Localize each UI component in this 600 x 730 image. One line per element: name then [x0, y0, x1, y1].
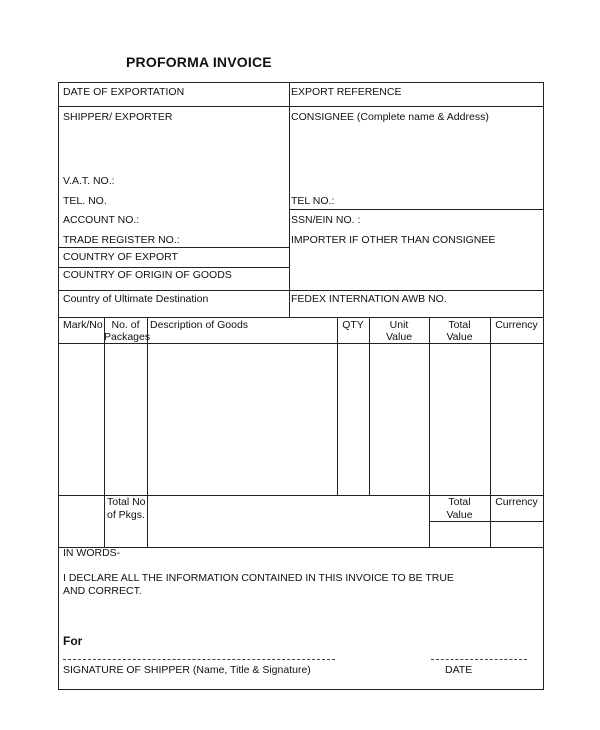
totals-total-value-line1: Total [448, 496, 471, 508]
divider [429, 521, 543, 522]
divider [147, 317, 148, 547]
country-of-origin-label: COUNTRY OF ORIGIN OF GOODS [63, 269, 232, 281]
country-of-destination-label: Country of Ultimate Destination [63, 293, 209, 305]
importer-label: IMPORTER IF OTHER THAN CONSIGNEE [291, 234, 496, 246]
vat-no-label: V.A.T. NO.: [63, 175, 115, 187]
col-mark-no: Mark/No [63, 319, 103, 331]
col-qty: QTY [342, 319, 364, 331]
in-words-label: IN WORDS- [63, 547, 121, 559]
page-title: PROFORMA INVOICE [126, 54, 272, 70]
col-currency: Currency [495, 319, 538, 331]
declaration-line2: AND CORRECT. [63, 585, 142, 597]
total-pkgs-line1: Total No [107, 496, 146, 508]
shipper-exporter-label: SHIPPER/ EXPORTER [63, 111, 173, 123]
divider [59, 247, 289, 248]
divider [59, 317, 543, 318]
divider [59, 267, 289, 268]
proforma-invoice-form [58, 82, 544, 690]
divider [289, 83, 290, 317]
col-unit-value-line1: Unit [389, 319, 409, 331]
trade-register-no-label: TRADE REGISTER NO.: [63, 234, 180, 246]
fedex-awb-label: FEDEX INTERNATION AWB NO. [291, 293, 447, 305]
account-no-label: ACCOUNT NO.: [63, 214, 140, 226]
ssn-ein-no-label: SSN/EIN NO. : [291, 214, 361, 226]
divider [104, 317, 105, 547]
totals-total-value-line2: Value [446, 509, 473, 521]
col-total-value-line2: Value [446, 331, 473, 343]
divider [59, 106, 543, 107]
col-no-of-packages-line2: Packages [104, 331, 151, 343]
divider [59, 343, 543, 344]
divider [490, 317, 491, 547]
totals-currency: Currency [495, 496, 538, 508]
col-no-of-packages-line1: No. of [111, 319, 140, 331]
consignee-label: CONSIGNEE (Complete name & Address) [291, 111, 489, 123]
declaration-line1: I DECLARE ALL THE INFORMATION CONTAINED IN THIS INVOICE TO BE TRUE [63, 572, 454, 584]
date-label: DATE [445, 664, 473, 676]
col-total-value-line1: Total [448, 319, 471, 331]
col-description: Description of Goods [150, 319, 249, 331]
divider [289, 209, 543, 210]
divider [59, 547, 543, 548]
country-of-export-label: COUNTRY OF EXPORT [63, 251, 178, 263]
for-label: For [63, 634, 83, 648]
divider [337, 317, 338, 495]
date-line [431, 659, 527, 660]
divider [59, 290, 543, 291]
signature-label: SIGNATURE OF SHIPPER (Name, Title & Signature) [63, 664, 311, 676]
col-unit-value-line2: Value [385, 331, 413, 343]
total-pkgs-line2: of Pkgs. [107, 509, 145, 521]
export-reference-label: EXPORT REFERENCE [291, 86, 402, 98]
tel-no-right-label: TEL NO.: [291, 195, 335, 207]
signature-line [63, 659, 335, 660]
tel-no-left-label: TEL. NO. [63, 195, 107, 207]
divider [369, 317, 370, 495]
date-of-exportation-label: DATE OF EXPORTATION [63, 86, 185, 98]
